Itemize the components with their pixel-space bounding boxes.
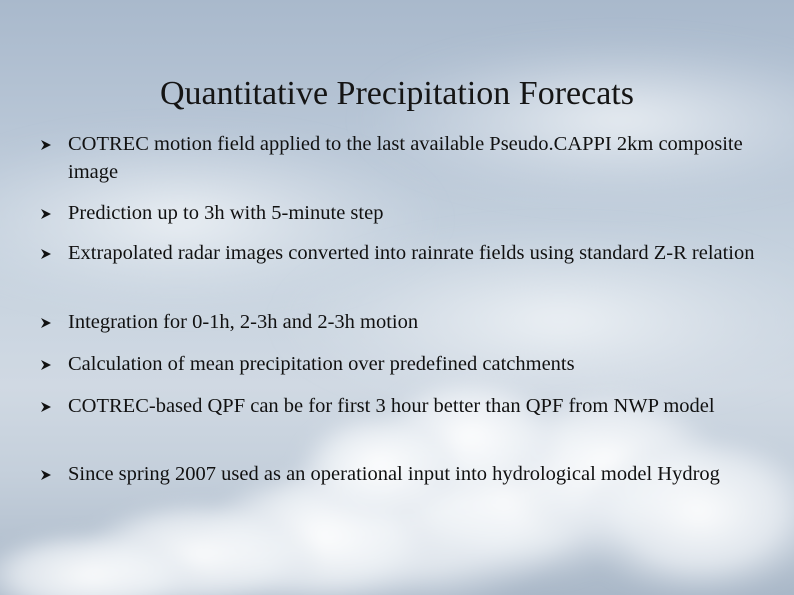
bullet-text: COTREC-based QPF can be for first 3 hour better than QPF from NWP model — [68, 395, 715, 417]
arrowhead-bullet-icon — [40, 208, 52, 220]
arrowhead-bullet-icon — [40, 469, 52, 481]
slide-title: Quantitative Precipitation Forecats — [160, 75, 634, 112]
bullet-text: Calculation of mean precipitation over predefined catchments — [68, 353, 575, 375]
bullet-text: COTREC motion field applied to the last available Pseudo.CAPPI 2km composite image — [68, 133, 743, 183]
bullet-text: Since spring 2007 used as an operational input into hydrological model Hydrog — [68, 463, 720, 485]
arrowhead-bullet-icon — [40, 359, 52, 371]
bullet-text: Extrapolated radar images converted into rainrate fields using standard Z-R relation — [68, 242, 755, 264]
bullet-text: Prediction up to 3h with 5-minute step — [68, 202, 384, 224]
bullet-text: Integration for 0-1h, 2-3h and 2-3h motion — [68, 311, 419, 333]
arrowhead-bullet-icon — [40, 248, 52, 260]
arrowhead-bullet-icon — [40, 401, 52, 413]
arrowhead-bullet-icon — [40, 317, 52, 329]
arrowhead-bullet-icon — [40, 139, 52, 151]
